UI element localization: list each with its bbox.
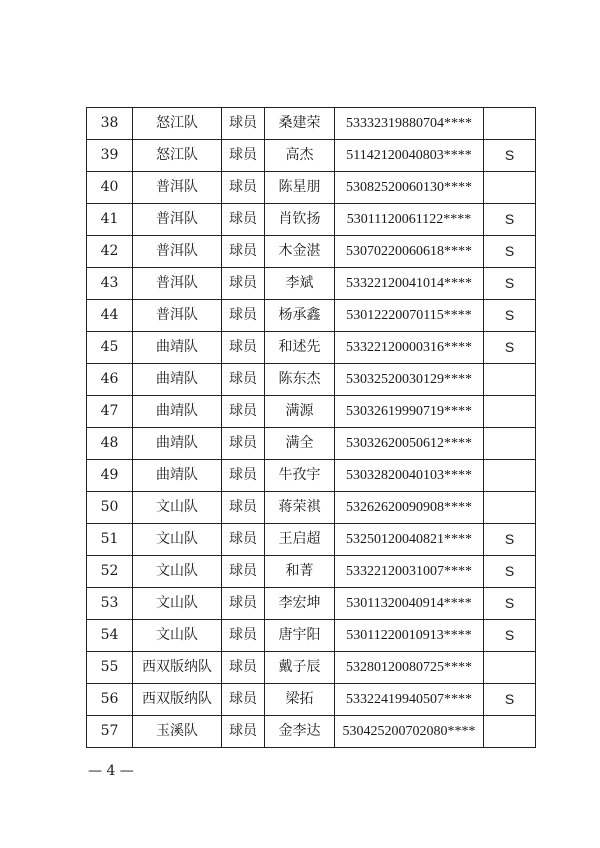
player-role: 球员 [222,524,265,556]
row-number: 44 [87,300,133,332]
player-role: 球员 [222,620,265,652]
player-name: 满全 [265,428,335,460]
player-name: 高杰 [265,140,335,172]
row-number: 51 [87,524,133,556]
player-name: 陈东杰 [265,364,335,396]
table-row [87,652,536,684]
player-name: 木金湛 [265,236,335,268]
id-number: 53280120080725**** [335,652,484,684]
table-row [87,460,536,492]
table-row [87,556,536,588]
row-number: 39 [87,140,133,172]
team-name: 文山队 [133,556,222,588]
player-role: 球员 [222,300,265,332]
player-name: 蒋荣祺 [265,492,335,524]
id-number: 53250120040821**** [335,524,484,556]
player-name: 桑建荣 [265,108,335,140]
team-name: 怒江队 [133,140,222,172]
row-number: 45 [87,332,133,364]
status-mark [484,364,536,396]
id-number: 53322120031007**** [335,556,484,588]
status-mark [484,652,536,684]
row-number: 57 [87,716,133,748]
row-number: 41 [87,204,133,236]
id-number: 53322120000316**** [335,332,484,364]
player-role: 球员 [222,236,265,268]
player-role: 球员 [222,684,265,716]
status-mark: S [484,140,536,172]
table-row [87,300,536,332]
player-name: 唐宇阳 [265,620,335,652]
id-number: 53011120061122**** [335,204,484,236]
player-name: 肖钦扬 [265,204,335,236]
player-role: 球员 [222,460,265,492]
player-role: 球员 [222,396,265,428]
row-number: 40 [87,172,133,204]
id-number: 53032820040103**** [335,460,484,492]
id-number: 51142120040803**** [335,140,484,172]
player-name: 梁拓 [265,684,335,716]
status-mark [484,396,536,428]
player-role: 球员 [222,556,265,588]
table-row [87,204,536,236]
player-role: 球员 [222,492,265,524]
player-name: 满源 [265,396,335,428]
player-role: 球员 [222,428,265,460]
player-name: 金李达 [265,716,335,748]
id-number: 53322120041014**** [335,268,484,300]
player-name: 和述先 [265,332,335,364]
row-number: 38 [87,108,133,140]
team-name: 曲靖队 [133,428,222,460]
player-roster-table [86,107,536,748]
player-name: 陈星朋 [265,172,335,204]
team-name: 西双版纳队 [133,652,222,684]
team-name: 普洱队 [133,300,222,332]
table-row [87,268,536,300]
id-number: 53322419940507**** [335,684,484,716]
table-row [87,140,536,172]
team-name: 文山队 [133,588,222,620]
row-number: 49 [87,460,133,492]
status-mark [484,460,536,492]
team-name: 普洱队 [133,268,222,300]
team-name: 文山队 [133,620,222,652]
team-name: 曲靖队 [133,460,222,492]
player-name: 李宏坤 [265,588,335,620]
player-name: 和菁 [265,556,335,588]
status-mark: S [484,620,536,652]
table-row [87,524,536,556]
row-number: 53 [87,588,133,620]
team-name: 文山队 [133,492,222,524]
status-mark: S [484,332,536,364]
id-number: 53082520060130**** [335,172,484,204]
team-name: 普洱队 [133,172,222,204]
team-name: 玉溪队 [133,716,222,748]
status-mark: S [484,588,536,620]
id-number: 53070220060618**** [335,236,484,268]
row-number: 52 [87,556,133,588]
table-row [87,684,536,716]
table-row [87,716,536,748]
table-row [87,620,536,652]
player-name: 杨承鑫 [265,300,335,332]
player-role: 球员 [222,652,265,684]
status-mark [484,108,536,140]
player-role: 球员 [222,204,265,236]
status-mark [484,428,536,460]
team-name: 曲靖队 [133,332,222,364]
team-name: 曲靖队 [133,396,222,428]
id-number: 53011320040914**** [335,588,484,620]
player-role: 球员 [222,332,265,364]
status-mark: S [484,268,536,300]
table-row [87,492,536,524]
table-row [87,396,536,428]
player-role: 球员 [222,716,265,748]
player-name: 牛孜宇 [265,460,335,492]
page-number: — 4 — [88,763,134,779]
team-name: 怒江队 [133,108,222,140]
team-name: 普洱队 [133,236,222,268]
status-mark: S [484,524,536,556]
id-number: 53011220010913**** [335,620,484,652]
player-role: 球员 [222,268,265,300]
player-name: 王启超 [265,524,335,556]
row-number: 47 [87,396,133,428]
table-row [87,332,536,364]
status-mark: S [484,204,536,236]
id-number: 53032520030129**** [335,364,484,396]
row-number: 56 [87,684,133,716]
id-number: 53032619990719**** [335,396,484,428]
status-mark: S [484,684,536,716]
status-mark: S [484,236,536,268]
roster-body [87,108,536,748]
status-mark [484,492,536,524]
player-name: 戴子辰 [265,652,335,684]
table-row [87,108,536,140]
row-number: 50 [87,492,133,524]
team-name: 曲靖队 [133,364,222,396]
player-role: 球员 [222,364,265,396]
id-number: 53032620050612**** [335,428,484,460]
player-name: 李斌 [265,268,335,300]
status-mark: S [484,556,536,588]
player-role: 球员 [222,172,265,204]
id-number: 53262620090908**** [335,492,484,524]
table-row [87,364,536,396]
row-number: 48 [87,428,133,460]
player-role: 球员 [222,108,265,140]
status-mark [484,716,536,748]
row-number: 43 [87,268,133,300]
row-number: 42 [87,236,133,268]
id-number: 530425200702080**** [335,716,484,748]
status-mark: S [484,300,536,332]
id-number: 53332319880704**** [335,108,484,140]
table-row [87,172,536,204]
player-role: 球员 [222,140,265,172]
row-number: 54 [87,620,133,652]
table-row [87,236,536,268]
row-number: 46 [87,364,133,396]
table-row [87,588,536,620]
team-name: 文山队 [133,524,222,556]
status-mark [484,172,536,204]
team-name: 普洱队 [133,204,222,236]
team-name: 西双版纳队 [133,684,222,716]
player-role: 球员 [222,588,265,620]
id-number: 53012220070115**** [335,300,484,332]
table-row [87,428,536,460]
row-number: 55 [87,652,133,684]
